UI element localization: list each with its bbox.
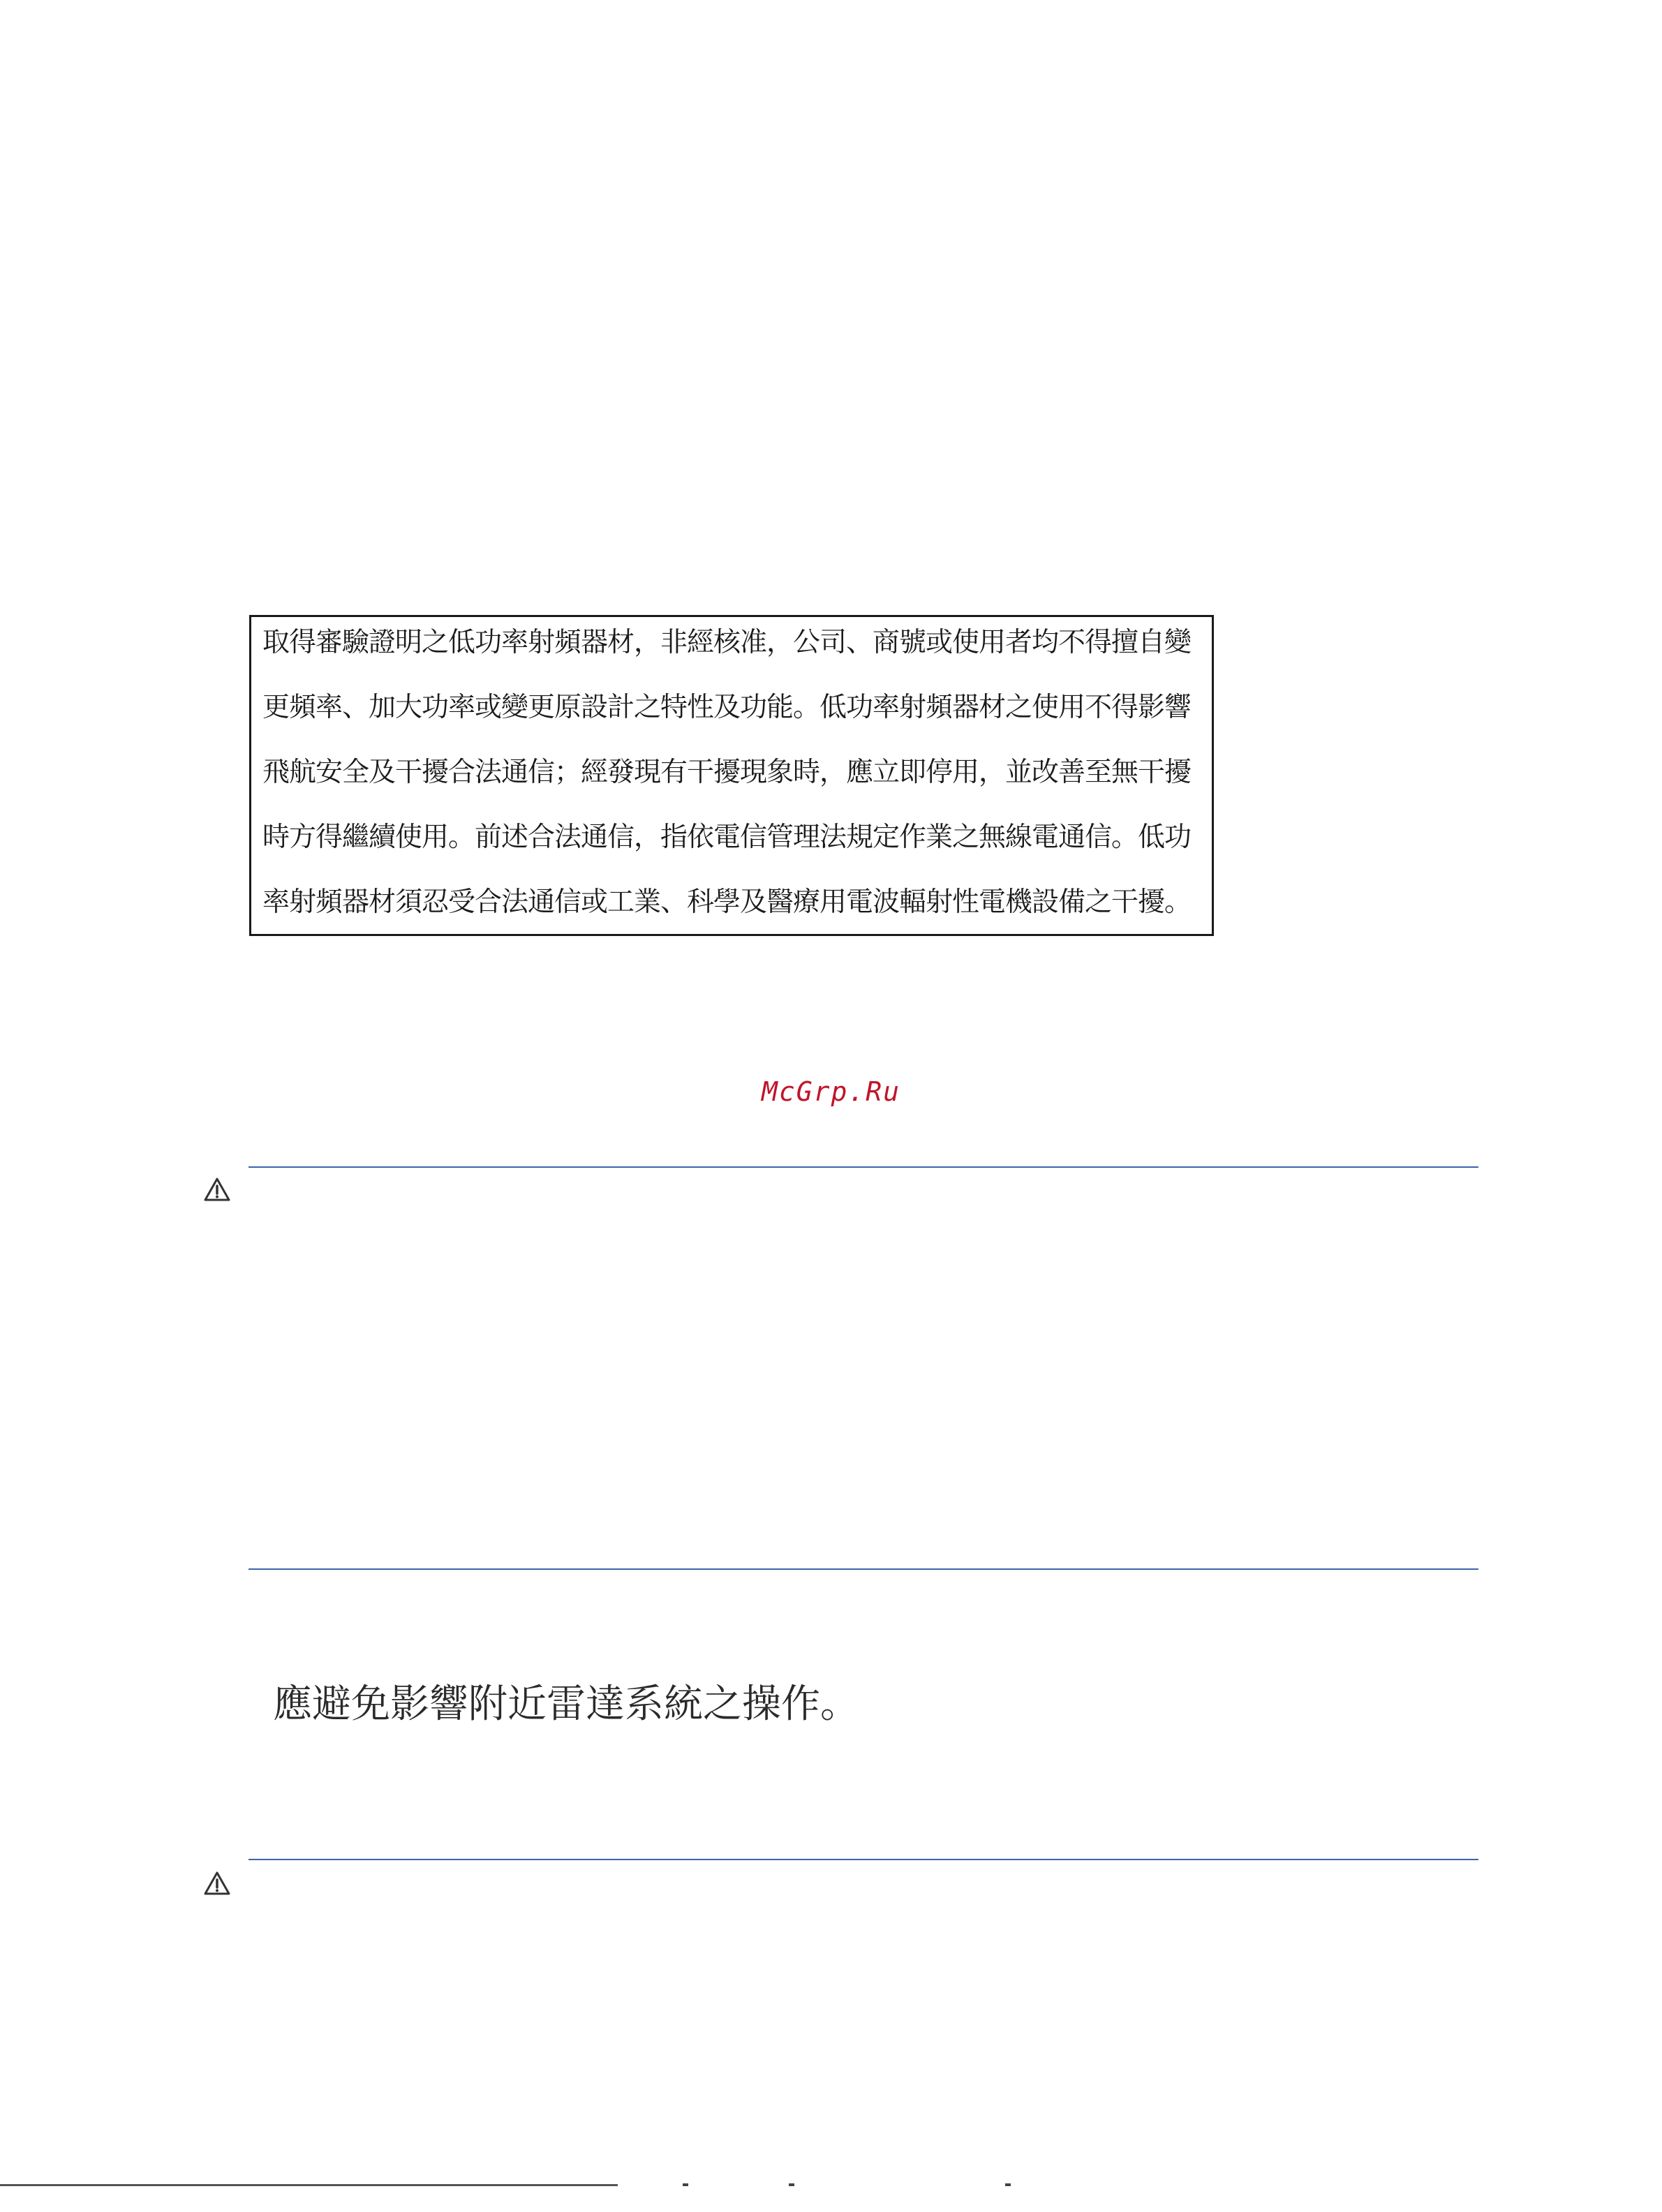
notice-line-2: 更頻率、加大功率或變更原設計之特性及功能。低功率射頻器材之使用不得影響 [262, 692, 1192, 723]
notice-line-3: 飛航安全及干擾合法通信；經發現有干擾現象時，應立即停用，並改善至無干擾 [262, 757, 1192, 788]
warning-triangle-icon [203, 1871, 231, 1896]
footer-mark [1005, 2183, 1011, 2186]
section-divider-middle [248, 1568, 1478, 1570]
radar-interference-notice: 應避免影響附近雷達系統之操作。 [273, 1682, 859, 1727]
section-divider-top [248, 1166, 1478, 1168]
low-power-rf-notice-box [249, 615, 1214, 936]
footer-mark [683, 2183, 688, 2186]
footer-rule [0, 2184, 618, 2186]
watermark-text: McGrp.Ru [761, 1076, 901, 1107]
footer-marks [670, 2178, 1061, 2192]
section-divider-bottom [248, 1859, 1478, 1860]
warning-triangle-icon [203, 1177, 231, 1202]
footer-mark [789, 2183, 794, 2186]
notice-line-5: 率射頻器材須忍受合法通信或工業、科學及醫療用電波輻射性電機設備之干擾。 [262, 886, 1192, 918]
notice-line-1: 取得審驗證明之低功率射頻器材，非經核准，公司、商號或使用者均不得擅自變 [262, 627, 1192, 658]
notice-line-4: 時方得繼續使用。前述合法通信，指依電信管理法規定作業之無線電通信。低功 [262, 822, 1192, 853]
